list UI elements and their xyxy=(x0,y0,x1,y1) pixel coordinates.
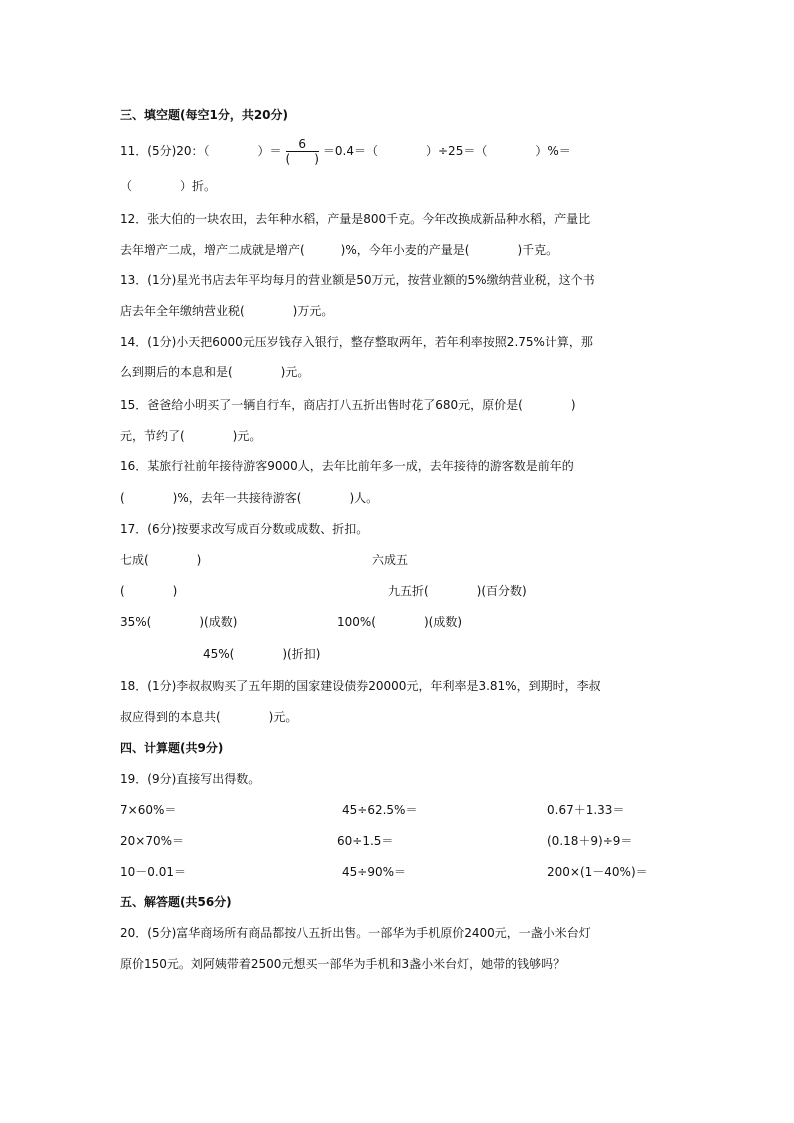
q17-item-100-percent: 100%( )(成数) xyxy=(337,615,463,629)
q11-fraction xyxy=(286,137,319,166)
question-11-line-2: （ ）折。 xyxy=(120,179,217,193)
question-14-line-1: 14．(1分)小天把6000元压岁钱存入银行，整存整取两年，若年利率按照2.75%计算，那 xyxy=(120,335,593,349)
section-five-heading: 五、解答题(共56分) xyxy=(120,895,232,909)
section-four-heading: 四、计算题(共9分) xyxy=(120,741,224,755)
q17-item-liuchengwu: 六成五 xyxy=(372,553,409,567)
q11-numerator: 6 xyxy=(286,137,319,152)
question-11-line-1 xyxy=(120,137,571,166)
question-20-line-2: 原价150元。刘阿姨带着2500元想买一部华为手机和3盏小米台灯，她带的钱够吗？ xyxy=(120,957,566,971)
question-14-line-2: 么到期后的本息和是( )元。 xyxy=(120,365,310,379)
question-12-line-1: 12．张大伯的一块农田，去年种水稻，产量是800千克。今年改换成新品种水稻，产量比 xyxy=(120,212,591,226)
question-19-title: 19．(9分)直接写出得数。 xyxy=(120,772,261,786)
calc-item: 20×70%＝ xyxy=(120,834,184,848)
question-18-line-1: 18．(1分)李叔叔购买了五年期的国家建设债券20000元，年利率是3.81%，到期时，李叔 xyxy=(120,679,601,693)
q17-item-45-percent: 45%( )(折扣) xyxy=(203,647,321,661)
question-13-line-2: 店去年全年缴纳营业税( )万元。 xyxy=(120,304,334,318)
calc-item: 7×60%＝ xyxy=(120,803,177,817)
q11-denominator: ( ) xyxy=(285,152,319,166)
question-16-line-2: ( )%，去年一共接待游客( )人。 xyxy=(120,491,379,505)
question-15-line-1: 15．爸爸给小明买了一辆自行车，商店打八五折出售时花了680元，原价是( ) xyxy=(120,398,576,412)
q17-item-qicheng: 七成( ) xyxy=(120,553,202,567)
calc-item: (0.18＋9)÷9＝ xyxy=(547,834,633,848)
q17-item-jiuwuzhe: 九五折( )(百分数) xyxy=(388,584,527,598)
question-13-line-1: 13．(1分)星光书店去年平均每月的营业额是50万元，按营业额的5%缴纳营业税，这个书 xyxy=(120,273,595,287)
calc-item: 45÷62.5%＝ xyxy=(342,803,418,817)
q17-item-blank: ( ) xyxy=(120,584,178,598)
question-16-line-1: 16．某旅行社前年接待游客9000人，去年比前年多一成，去年接待的游客数是前年的 xyxy=(120,459,574,473)
q17-item-35-percent: 35%( )(成数) xyxy=(120,615,238,629)
q11-part-a: 11．(5分)20：（ ）＝ xyxy=(120,144,282,158)
calc-item: 45÷90%＝ xyxy=(342,865,406,879)
question-18-line-2: 叔应得到的本息共( )元。 xyxy=(120,710,298,724)
q11-part-b: ＝0.4＝（ ）÷25＝（ ）%＝ xyxy=(322,144,571,158)
question-20-line-1: 20．(5分)富华商场所有商品都按八五折出售。一部华为手机原价2400元，一盏小米台灯 xyxy=(120,926,591,940)
calc-item: 10－0.01＝ xyxy=(120,865,186,879)
calc-item: 60÷1.5＝ xyxy=(337,834,394,848)
question-12-line-2: 去年增产二成，增产二成就是增产( )%，今年小麦的产量是( )千克。 xyxy=(120,243,559,257)
calc-item: 200×(1－40%)＝ xyxy=(547,865,648,879)
question-15-line-2: 元，节约了( )元。 xyxy=(120,429,262,443)
calc-item: 0.67＋1.33＝ xyxy=(547,803,625,817)
question-17-title: 17．(6分)按要求改写成百分数或成数、折扣。 xyxy=(120,522,369,536)
section-three-heading: 三、填空题(每空1分，共20分) xyxy=(120,108,289,122)
